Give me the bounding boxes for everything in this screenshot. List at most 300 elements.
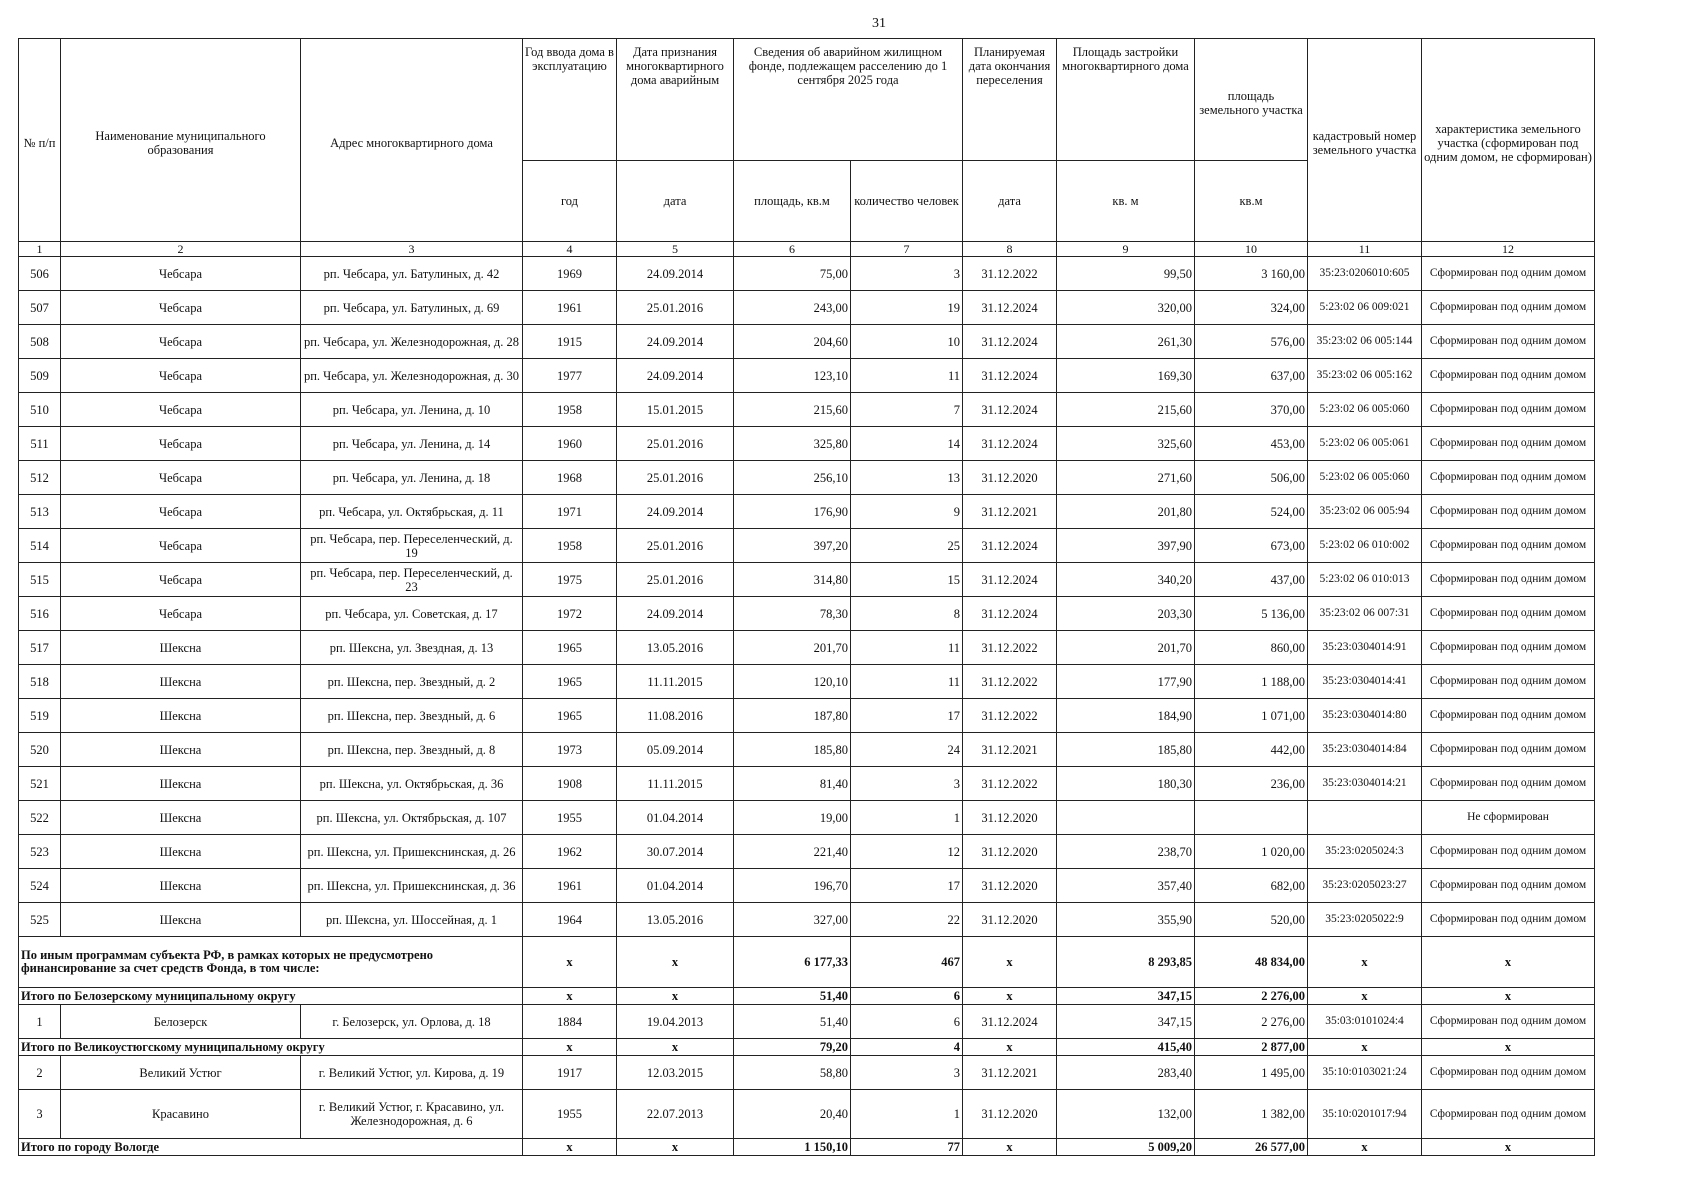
municipality-cell: Чебсара [61, 495, 301, 529]
table-row [19, 767, 1595, 801]
recognition-date-cell: 11.11.2015 [617, 767, 734, 801]
cadastral-number-cell: 35:03:0101024:4 [1308, 1005, 1422, 1039]
area-cell: 185,80 [734, 733, 851, 767]
address-cell: рп. Чебсара, ул. Советская, д. 17 [301, 597, 523, 631]
year-cell: 1965 [523, 699, 617, 733]
recognition-date-cell: 01.04.2014 [617, 869, 734, 903]
total-year-cell: х [523, 937, 617, 988]
total-status-cell: х [1422, 1139, 1595, 1156]
built-area-cell: 347,15 [1057, 1005, 1195, 1039]
land-status-cell: Сформирован под одним домом [1422, 461, 1595, 495]
municipality-cell: Чебсара [61, 529, 301, 563]
recognition-date-cell: 25.01.2016 [617, 461, 734, 495]
cadastral-number-cell: 35:23:02 06 007:31 [1308, 597, 1422, 631]
people-cell: 11 [851, 665, 963, 699]
year-cell: 1961 [523, 291, 617, 325]
municipality-cell: Чебсара [61, 393, 301, 427]
people-cell: 1 [851, 1090, 963, 1139]
total-label: Итого по Великоустюгскому муниципальному округу [19, 1039, 523, 1056]
row-number: 1 [19, 1005, 61, 1039]
planned-date-cell: 31.12.2020 [963, 1090, 1057, 1139]
header-date-group: Дата признания многоквартирного дома аварийным [617, 39, 734, 161]
table-row [19, 393, 1595, 427]
recognition-date-cell: 24.09.2014 [617, 359, 734, 393]
land-area-cell: 3 160,00 [1195, 257, 1308, 291]
planned-date-cell: 31.12.2020 [963, 801, 1057, 835]
subheader-built: кв. м [1057, 161, 1195, 242]
land-status-cell: Сформирован под одним домом [1422, 665, 1595, 699]
year-cell: 1971 [523, 495, 617, 529]
address-cell: рп. Чебсара, ул. Ленина, д. 14 [301, 427, 523, 461]
planned-date-cell: 31.12.2020 [963, 835, 1057, 869]
area-cell: 120,10 [734, 665, 851, 699]
recognition-date-cell: 13.05.2016 [617, 631, 734, 665]
row-number: 518 [19, 665, 61, 699]
municipality-cell: Белозерск [61, 1005, 301, 1039]
total-area-cell: 1 150,10 [734, 1139, 851, 1156]
row-number: 519 [19, 699, 61, 733]
land-status-cell: Сформирован под одним домом [1422, 257, 1595, 291]
total-cadastral-cell: х [1308, 1039, 1422, 1056]
municipality-cell: Чебсара [61, 461, 301, 495]
address-cell: рп. Чебсара, ул. Ленина, д. 18 [301, 461, 523, 495]
built-area-cell [1057, 801, 1195, 835]
municipality-cell: Чебсара [61, 291, 301, 325]
table-row [19, 903, 1595, 937]
cadastral-number-cell: 35:23:0304014:21 [1308, 767, 1422, 801]
land-area-cell: 1 071,00 [1195, 699, 1308, 733]
address-cell: г. Белозерск, ул. Орлова, д. 18 [301, 1005, 523, 1039]
built-area-cell: 320,00 [1057, 291, 1195, 325]
land-status-cell: Сформирован под одним домом [1422, 495, 1595, 529]
total-year-cell: х [523, 1039, 617, 1056]
table-row [19, 1005, 1595, 1039]
subheader-land: кв.м [1195, 161, 1308, 242]
area-cell: 176,90 [734, 495, 851, 529]
table-row [19, 1056, 1595, 1090]
planned-date-cell: 31.12.2021 [963, 733, 1057, 767]
total-label: Итого по городу Вологде [19, 1139, 523, 1156]
total-area-cell: 6 177,33 [734, 937, 851, 988]
people-cell: 10 [851, 325, 963, 359]
row-number: 3 [19, 1090, 61, 1139]
address-cell: рп. Чебсара, ул. Железнодорожная, д. 28 [301, 325, 523, 359]
year-cell: 1908 [523, 767, 617, 801]
land-area-cell: 453,00 [1195, 427, 1308, 461]
address-cell: рп. Шексна, ул. Пришекснинская, д. 36 [301, 869, 523, 903]
total-status-cell: х [1422, 1039, 1595, 1056]
recognition-date-cell: 25.01.2016 [617, 529, 734, 563]
total-date-cell: х [617, 988, 734, 1005]
total-people-cell: 4 [851, 1039, 963, 1056]
people-cell: 25 [851, 529, 963, 563]
address-cell: рп. Шексна, ул. Пришекснинская, д. 26 [301, 835, 523, 869]
total-people-cell: 6 [851, 988, 963, 1005]
table-row [19, 801, 1595, 835]
land-status-cell: Сформирован под одним домом [1422, 869, 1595, 903]
land-status-cell: Сформирован под одним домом [1422, 1005, 1595, 1039]
cadastral-number-cell: 5:23:02 06 010:013 [1308, 563, 1422, 597]
total-row [19, 988, 1595, 1005]
municipality-cell: Чебсара [61, 427, 301, 461]
address-cell: рп. Чебсара, пер. Переселенческий, д. 23 [301, 563, 523, 597]
land-status-cell: Сформирован под одним домом [1422, 699, 1595, 733]
land-status-cell: Сформирован под одним домом [1422, 631, 1595, 665]
row-number: 509 [19, 359, 61, 393]
total-land-area-cell: 2 276,00 [1195, 988, 1308, 1005]
planned-date-cell: 31.12.2022 [963, 767, 1057, 801]
cadastral-number-cell: 35:23:0304014:41 [1308, 665, 1422, 699]
total-row [19, 1039, 1595, 1056]
municipality-cell: Шексна [61, 699, 301, 733]
land-area-cell: 506,00 [1195, 461, 1308, 495]
cadastral-number-cell: 35:23:0304014:91 [1308, 631, 1422, 665]
people-cell: 9 [851, 495, 963, 529]
table-row [19, 563, 1595, 597]
header-municipality: Наименование муниципального образования [61, 39, 301, 242]
people-cell: 24 [851, 733, 963, 767]
land-status-cell: Сформирован под одним домом [1422, 325, 1595, 359]
address-cell: рп. Шексна, ул. Звездная, д. 13 [301, 631, 523, 665]
land-area-cell: 324,00 [1195, 291, 1308, 325]
table-row [19, 257, 1595, 291]
row-number: 508 [19, 325, 61, 359]
planned-date-cell: 31.12.2022 [963, 699, 1057, 733]
address-cell: рп. Чебсара, ул. Железнодорожная, д. 30 [301, 359, 523, 393]
land-status-cell: Сформирован под одним домом [1422, 733, 1595, 767]
area-cell: 256,10 [734, 461, 851, 495]
planned-date-cell: 31.12.2020 [963, 903, 1057, 937]
municipality-cell: Шексна [61, 835, 301, 869]
land-area-cell: 236,00 [1195, 767, 1308, 801]
year-cell: 1962 [523, 835, 617, 869]
table-body [19, 257, 1595, 1156]
cadastral-number-cell: 35:23:02 06 005:94 [1308, 495, 1422, 529]
municipality-cell: Шексна [61, 665, 301, 699]
municipality-cell: Красавино [61, 1090, 301, 1139]
year-cell: 1917 [523, 1056, 617, 1090]
total-label: Итого по Белозерскому муниципальному округу [19, 988, 523, 1005]
row-number: 520 [19, 733, 61, 767]
land-area-cell: 442,00 [1195, 733, 1308, 767]
address-cell: рп. Чебсара, ул. Ленина, д. 10 [301, 393, 523, 427]
table-row [19, 631, 1595, 665]
municipality-cell: Чебсара [61, 257, 301, 291]
address-cell: рп. Шексна, ул. Октябрьская, д. 107 [301, 801, 523, 835]
address-cell: г. Великий Устюг, г. Красавино, ул. Железнодорожная, д. 6 [301, 1090, 523, 1139]
column-number: 12 [1422, 242, 1595, 257]
cadastral-number-cell: 5:23:02 06 005:060 [1308, 461, 1422, 495]
header-land-area-group: площадь земельного участка [1195, 39, 1308, 161]
built-area-cell: 177,90 [1057, 665, 1195, 699]
year-cell: 1965 [523, 631, 617, 665]
land-area-cell: 520,00 [1195, 903, 1308, 937]
planned-date-cell: 31.12.2024 [963, 427, 1057, 461]
year-cell: 1960 [523, 427, 617, 461]
people-cell: 14 [851, 427, 963, 461]
people-cell: 13 [851, 461, 963, 495]
address-cell: рп. Шексна, ул. Октябрьская, д. 36 [301, 767, 523, 801]
total-built-area-cell: 347,15 [1057, 988, 1195, 1005]
table-row [19, 359, 1595, 393]
area-cell: 58,80 [734, 1056, 851, 1090]
people-cell: 17 [851, 869, 963, 903]
column-number: 8 [963, 242, 1057, 257]
year-cell: 1961 [523, 869, 617, 903]
built-area-cell: 355,90 [1057, 903, 1195, 937]
total-cadastral-cell: х [1308, 937, 1422, 988]
recognition-date-cell: 24.09.2014 [617, 597, 734, 631]
recognition-date-cell: 11.08.2016 [617, 699, 734, 733]
area-cell: 325,80 [734, 427, 851, 461]
total-row [19, 937, 1595, 988]
column-number: 11 [1308, 242, 1422, 257]
total-area-cell: 79,20 [734, 1039, 851, 1056]
total-cadastral-cell: х [1308, 1139, 1422, 1156]
built-area-cell: 180,30 [1057, 767, 1195, 801]
people-cell: 6 [851, 1005, 963, 1039]
land-status-cell: Сформирован под одним домом [1422, 767, 1595, 801]
column-number: 3 [301, 242, 523, 257]
total-built-area-cell: 415,40 [1057, 1039, 1195, 1056]
land-area-cell: 524,00 [1195, 495, 1308, 529]
column-number: 6 [734, 242, 851, 257]
table-row [19, 733, 1595, 767]
total-planned-cell: х [963, 1139, 1057, 1156]
land-area-cell: 437,00 [1195, 563, 1308, 597]
table-row [19, 461, 1595, 495]
address-cell: рп. Шексна, пер. Звездный, д. 8 [301, 733, 523, 767]
cadastral-number-cell: 35:10:0103021:24 [1308, 1056, 1422, 1090]
land-area-cell [1195, 801, 1308, 835]
total-built-area-cell: 5 009,20 [1057, 1139, 1195, 1156]
cadastral-number-cell: 35:23:0205023:27 [1308, 869, 1422, 903]
address-cell: рп. Шексна, пер. Звездный, д. 2 [301, 665, 523, 699]
year-cell: 1958 [523, 393, 617, 427]
total-date-cell: х [617, 937, 734, 988]
year-cell: 1955 [523, 1090, 617, 1139]
address-cell: рп. Чебсара, ул. Октябрьская, д. 11 [301, 495, 523, 529]
row-number: 525 [19, 903, 61, 937]
people-cell: 1 [851, 801, 963, 835]
planned-date-cell: 31.12.2020 [963, 869, 1057, 903]
header-info-group: Сведения об аварийном жилищном фонде, подлежащем расселению до 1 сентября 2025 года [734, 39, 963, 161]
year-cell: 1955 [523, 801, 617, 835]
municipality-cell: Чебсара [61, 359, 301, 393]
address-cell: рп. Чебсара, пер. Переселенческий, д. 19 [301, 529, 523, 563]
built-area-cell: 238,70 [1057, 835, 1195, 869]
column-number: 9 [1057, 242, 1195, 257]
year-cell: 1958 [523, 529, 617, 563]
built-area-cell: 201,80 [1057, 495, 1195, 529]
area-cell: 201,70 [734, 631, 851, 665]
row-number: 523 [19, 835, 61, 869]
total-built-area-cell: 8 293,85 [1057, 937, 1195, 988]
total-date-cell: х [617, 1039, 734, 1056]
land-status-cell: Сформирован под одним домом [1422, 291, 1595, 325]
emergency-housing-table [18, 38, 1595, 1156]
cadastral-number-cell: 5:23:02 06 010:002 [1308, 529, 1422, 563]
municipality-cell: Шексна [61, 903, 301, 937]
municipality-cell: Шексна [61, 801, 301, 835]
area-cell: 19,00 [734, 801, 851, 835]
total-status-cell: х [1422, 988, 1595, 1005]
column-number: 2 [61, 242, 301, 257]
municipality-cell: Великий Устюг [61, 1056, 301, 1090]
land-status-cell: Сформирован под одним домом [1422, 359, 1595, 393]
area-cell: 221,40 [734, 835, 851, 869]
municipality-cell: Чебсара [61, 597, 301, 631]
year-cell: 1915 [523, 325, 617, 359]
built-area-cell: 325,60 [1057, 427, 1195, 461]
address-cell: рп. Шексна, пер. Звездный, д. 6 [301, 699, 523, 733]
planned-date-cell: 31.12.2020 [963, 461, 1057, 495]
row-number: 514 [19, 529, 61, 563]
table-row [19, 291, 1595, 325]
land-status-cell: Сформирован под одним домом [1422, 597, 1595, 631]
planned-date-cell: 31.12.2024 [963, 325, 1057, 359]
built-area-cell: 261,30 [1057, 325, 1195, 359]
table-row [19, 325, 1595, 359]
people-cell: 19 [851, 291, 963, 325]
area-cell: 204,60 [734, 325, 851, 359]
row-number: 515 [19, 563, 61, 597]
people-cell: 17 [851, 699, 963, 733]
header-land-status: характеристика земельного участка (сформирован под одним домом, не сформирован) [1422, 39, 1595, 242]
year-cell: 1964 [523, 903, 617, 937]
table-row [19, 699, 1595, 733]
header-cadastral: кадастровый номер земельного участка [1308, 39, 1422, 242]
table-row [19, 665, 1595, 699]
people-cell: 11 [851, 631, 963, 665]
address-cell: рп. Чебсара, ул. Батулиных, д. 42 [301, 257, 523, 291]
year-cell: 1975 [523, 563, 617, 597]
land-area-cell: 576,00 [1195, 325, 1308, 359]
row-number: 517 [19, 631, 61, 665]
land-status-cell: Сформирован под одним домом [1422, 563, 1595, 597]
people-cell: 22 [851, 903, 963, 937]
municipality-cell: Шексна [61, 869, 301, 903]
address-cell: рп. Чебсара, ул. Батулиных, д. 69 [301, 291, 523, 325]
row-number: 511 [19, 427, 61, 461]
total-label: По иным программам субъекта РФ, в рамках которых не предусмотрено финансирование за счет средств Фонда, в том числе: [19, 937, 523, 988]
land-status-cell: Сформирован под одним домом [1422, 1056, 1595, 1090]
page-number: 31 [872, 16, 886, 31]
column-number: 7 [851, 242, 963, 257]
column-number: 10 [1195, 242, 1308, 257]
recognition-date-cell: 11.11.2015 [617, 665, 734, 699]
recognition-date-cell: 25.01.2016 [617, 427, 734, 461]
area-cell: 327,00 [734, 903, 851, 937]
cadastral-number-cell: 35:23:0304014:84 [1308, 733, 1422, 767]
total-row [19, 1139, 1595, 1156]
area-cell: 196,70 [734, 869, 851, 903]
land-status-cell: Сформирован под одним домом [1422, 903, 1595, 937]
column-number: 1 [19, 242, 61, 257]
header-number: № п/п [19, 39, 61, 242]
header-planned-group: Планируемая дата окончания переселения [963, 39, 1057, 161]
recognition-date-cell: 30.07.2014 [617, 835, 734, 869]
header-built-area-group: Площадь застройки многоквартирного дома [1057, 39, 1195, 161]
cadastral-number-cell: 35:10:0201017:94 [1308, 1090, 1422, 1139]
area-cell: 215,60 [734, 393, 851, 427]
total-planned-cell: х [963, 988, 1057, 1005]
built-area-cell: 397,90 [1057, 529, 1195, 563]
year-cell: 1965 [523, 665, 617, 699]
column-number: 5 [617, 242, 734, 257]
land-area-cell: 370,00 [1195, 393, 1308, 427]
area-cell: 78,30 [734, 597, 851, 631]
cadastral-number-cell: 35:23:0205024:3 [1308, 835, 1422, 869]
built-area-cell: 283,40 [1057, 1056, 1195, 1090]
year-cell: 1973 [523, 733, 617, 767]
people-cell: 3 [851, 1056, 963, 1090]
land-status-cell: Сформирован под одним домом [1422, 529, 1595, 563]
cadastral-number-cell: 35:23:02 06 005:144 [1308, 325, 1422, 359]
cadastral-number-cell: 35:23:0206010:605 [1308, 257, 1422, 291]
total-area-cell: 51,40 [734, 988, 851, 1005]
planned-date-cell: 31.12.2024 [963, 529, 1057, 563]
built-area-cell: 357,40 [1057, 869, 1195, 903]
row-number: 521 [19, 767, 61, 801]
table-row [19, 1090, 1595, 1139]
subheader-area: площадь, кв.м [734, 161, 851, 242]
planned-date-cell: 31.12.2024 [963, 597, 1057, 631]
recognition-date-cell: 01.04.2014 [617, 801, 734, 835]
recognition-date-cell: 13.05.2016 [617, 903, 734, 937]
municipality-cell: Шексна [61, 733, 301, 767]
year-cell: 1972 [523, 597, 617, 631]
land-area-cell: 1 020,00 [1195, 835, 1308, 869]
recognition-date-cell: 15.01.2015 [617, 393, 734, 427]
area-cell: 397,20 [734, 529, 851, 563]
subheader-people: количество человек [851, 161, 963, 242]
municipality-cell: Шексна [61, 767, 301, 801]
table-row [19, 427, 1595, 461]
planned-date-cell: 31.12.2024 [963, 359, 1057, 393]
total-cadastral-cell: х [1308, 988, 1422, 1005]
total-status-cell: х [1422, 937, 1595, 988]
table-row [19, 869, 1595, 903]
address-cell: рп. Шексна, ул. Шоссейная, д. 1 [301, 903, 523, 937]
row-number: 506 [19, 257, 61, 291]
planned-date-cell: 31.12.2024 [963, 291, 1057, 325]
planned-date-cell: 31.12.2022 [963, 257, 1057, 291]
land-status-cell: Сформирован под одним домом [1422, 1090, 1595, 1139]
planned-date-cell: 31.12.2022 [963, 665, 1057, 699]
total-planned-cell: х [963, 937, 1057, 988]
area-cell: 187,80 [734, 699, 851, 733]
cadastral-number-cell: 35:23:02 06 005:162 [1308, 359, 1422, 393]
people-cell: 8 [851, 597, 963, 631]
built-area-cell: 215,60 [1057, 393, 1195, 427]
row-number: 510 [19, 393, 61, 427]
header-year-group: Год ввода дома в эксплуатацию [523, 39, 617, 161]
land-area-cell: 2 276,00 [1195, 1005, 1308, 1039]
people-cell: 3 [851, 767, 963, 801]
cadastral-number-cell: 5:23:02 06 005:061 [1308, 427, 1422, 461]
total-year-cell: х [523, 1139, 617, 1156]
recognition-date-cell: 25.01.2016 [617, 291, 734, 325]
row-number: 2 [19, 1056, 61, 1090]
subheader-date: дата [617, 161, 734, 242]
built-area-cell: 169,30 [1057, 359, 1195, 393]
cadastral-number-cell [1308, 801, 1422, 835]
built-area-cell: 184,90 [1057, 699, 1195, 733]
planned-date-cell: 31.12.2024 [963, 563, 1057, 597]
land-area-cell: 682,00 [1195, 869, 1308, 903]
area-cell: 243,00 [734, 291, 851, 325]
